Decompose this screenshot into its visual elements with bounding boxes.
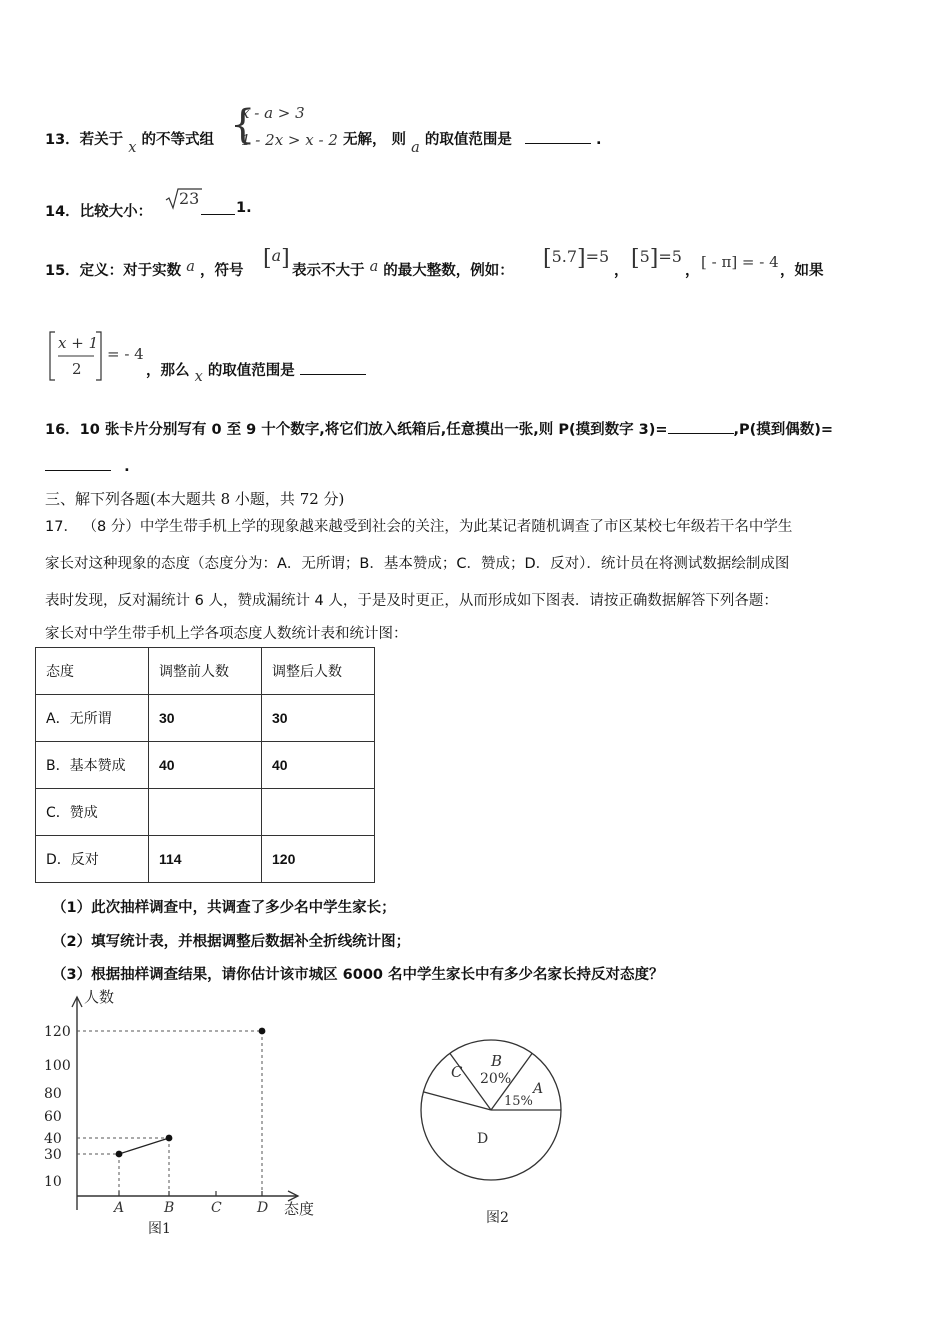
q15-line1	[45, 259, 243, 280]
q15-ex2-val: =5	[658, 247, 682, 266]
q15-t3: 的最大整数，例如：	[383, 263, 514, 279]
q13-ineq1: x - a > 3	[241, 104, 305, 122]
q13-ineq2: 1 - 2x > x - 2	[241, 131, 338, 149]
q13-tail: 的取值范围是	[424, 132, 512, 148]
chart-title: 图2	[486, 1210, 509, 1226]
table-cell: 30	[149, 695, 262, 742]
q14-radicand: 23	[179, 189, 200, 208]
q17-line4: 家长对中学生带手机上学各项态度人数统计表和统计图：	[45, 626, 408, 642]
slice-label-b: B	[491, 1052, 503, 1070]
table-cell: 120	[262, 836, 375, 883]
q15-symbol: [a]	[263, 246, 290, 271]
q15-ex2: [5]=5	[631, 246, 682, 271]
q15-ex2-in: 5	[639, 247, 650, 266]
q15-t2: 表示不大于	[292, 263, 365, 279]
q15-num: 15．定义：对于实数	[45, 263, 182, 279]
q15-t4: ，如果	[780, 263, 824, 279]
q15-t5: ，那么	[146, 363, 190, 379]
data-point	[259, 1028, 266, 1035]
q15-frac-val: = - 4	[107, 345, 144, 363]
q13-brace: {	[230, 102, 256, 148]
q17-line1: 17． （8 分）中学生带手机上学的现象越来越受到社会的关注，为此某记者随机调查了市区某校七年级若干名中学生	[45, 519, 793, 535]
table-cell	[262, 789, 375, 836]
q14-tail: 1.	[236, 200, 252, 216]
q15-ex1-in: 5.7	[551, 247, 578, 266]
q13-blank	[525, 129, 591, 144]
q15-ex3: [ - π] = - 4	[701, 253, 779, 271]
table-cell: 40	[149, 742, 262, 789]
q15-var-x: x	[194, 369, 203, 385]
line-chart-fig1	[30, 985, 330, 1240]
guide-lines	[77, 1031, 262, 1196]
q16-line1	[45, 418, 833, 439]
q13-after: 无解， 则	[343, 132, 407, 148]
slice-label-d: D	[477, 1131, 489, 1147]
table-cell: B．基本赞成	[36, 742, 149, 789]
q13-num: 13．若关于	[45, 132, 124, 148]
x-axis-label: 态度	[284, 1200, 315, 1218]
q13-end: .	[595, 132, 602, 148]
x-tick-label: D	[257, 1200, 269, 1216]
y-axis-label: 人数	[84, 988, 115, 1006]
q16-blank2	[45, 456, 111, 471]
slice-label-a: A	[533, 1081, 544, 1097]
q15-frac-den: 2	[72, 360, 82, 378]
attitude-table	[35, 647, 375, 883]
q13-label	[45, 128, 214, 156]
table-cell: 114	[149, 836, 262, 883]
q17-line3: 表时发现，反对漏统计 6 人，赞成漏统计 4 人，于是及时更正，从而形成如下图表．请按正确数据解答下列各题：	[45, 593, 778, 609]
question-1: （1）此次抽样调查中，共调查了多少名中学生家长；	[52, 900, 396, 916]
q15-ex1: [5.7]=5	[543, 246, 610, 271]
table-header: 调整后人数	[262, 648, 375, 695]
q15-var-a: a	[186, 259, 195, 275]
chart-title: 图1	[148, 1221, 171, 1237]
y-tick-label: 100	[44, 1058, 71, 1074]
series-line	[119, 1138, 169, 1154]
q15-var-a2: a	[369, 259, 379, 275]
x-tick-label: C	[211, 1200, 222, 1216]
table-row	[36, 836, 375, 883]
table-row	[36, 742, 375, 789]
q13-var-a: a	[411, 140, 420, 156]
slice-value-a: 15%	[504, 1094, 533, 1109]
section-header: 三、解下列各题(本大题共 8 小题，共 72 分)	[45, 490, 345, 508]
table-row	[36, 789, 375, 836]
q16-text: 16．10 张卡片分别写有 0 至 9 十个数字,将它们放入纸箱后,任意摸出一张,则 P(摸到数字 3)=	[45, 422, 668, 438]
table-row	[36, 695, 375, 742]
y-tick-label: 10	[44, 1174, 62, 1190]
q15-t6: 的取值范围是	[207, 363, 295, 379]
q16-line2	[45, 456, 130, 475]
q15-t1: ，符号	[199, 263, 244, 279]
table-header: 态度	[36, 648, 149, 695]
table-cell: 40	[262, 742, 375, 789]
pie-chart-fig2	[400, 1010, 580, 1240]
data-point	[166, 1135, 173, 1142]
table-cell: 30	[262, 695, 375, 742]
q15-sym-a: a	[271, 246, 282, 265]
q13-rest	[343, 128, 602, 156]
y-tick-labels	[44, 1024, 71, 1190]
q17-line2: 家长对这种现象的态度（态度分为：A．无所谓；B．基本赞成；C．赞成；D．反对）．统计员在将测试数据绘制成图	[45, 556, 790, 572]
table-cell	[149, 789, 262, 836]
q15-comma2: ，	[685, 263, 700, 279]
table-cell: D．反对	[36, 836, 149, 883]
slice-value-b: 20%	[480, 1071, 512, 1087]
q15-frac-num: x + 1	[58, 334, 99, 352]
x-tick-labels	[112, 1191, 268, 1216]
q15-line2	[146, 359, 366, 385]
x-tick-label: A	[114, 1200, 125, 1216]
y-tick-label: 40	[44, 1131, 62, 1147]
table-header: 调整前人数	[149, 648, 262, 695]
q14-blank	[201, 200, 235, 215]
question-2: （2）填写统计表，并根据调整后数据补全折线统计图；	[52, 934, 411, 950]
q16-blank1	[668, 419, 734, 434]
q13-var-x: x	[128, 140, 137, 156]
y-tick-label: 120	[44, 1024, 71, 1040]
y-tick-label: 80	[44, 1086, 62, 1102]
q13-mid: 的不等式组	[141, 132, 214, 148]
y-tick-label: 30	[44, 1147, 62, 1163]
y-tick-label: 60	[44, 1109, 62, 1125]
q16-mid: ,P(摸到偶数)=	[733, 422, 834, 438]
data-point	[116, 1151, 123, 1158]
table-cell: C．赞成	[36, 789, 149, 836]
q16-end: .	[124, 459, 130, 475]
x-tick-label: B	[164, 1200, 175, 1216]
slice-boundary	[423, 1092, 491, 1110]
slice-label-c: C	[451, 1063, 463, 1081]
q15-comma1: ，	[614, 263, 629, 279]
question-3: （3）根据抽样调查结果，请你估计该市城区 6000 名中学生家长中有多少名家长持反对态度？	[52, 967, 664, 983]
q15-blank	[300, 360, 366, 375]
table-cell: A．无所谓	[36, 695, 149, 742]
q15-ex1-val: =5	[585, 247, 610, 266]
table-header-row	[36, 648, 375, 695]
q14-num: 14．比较大小：	[45, 204, 153, 220]
q15-t2-group	[292, 259, 514, 280]
